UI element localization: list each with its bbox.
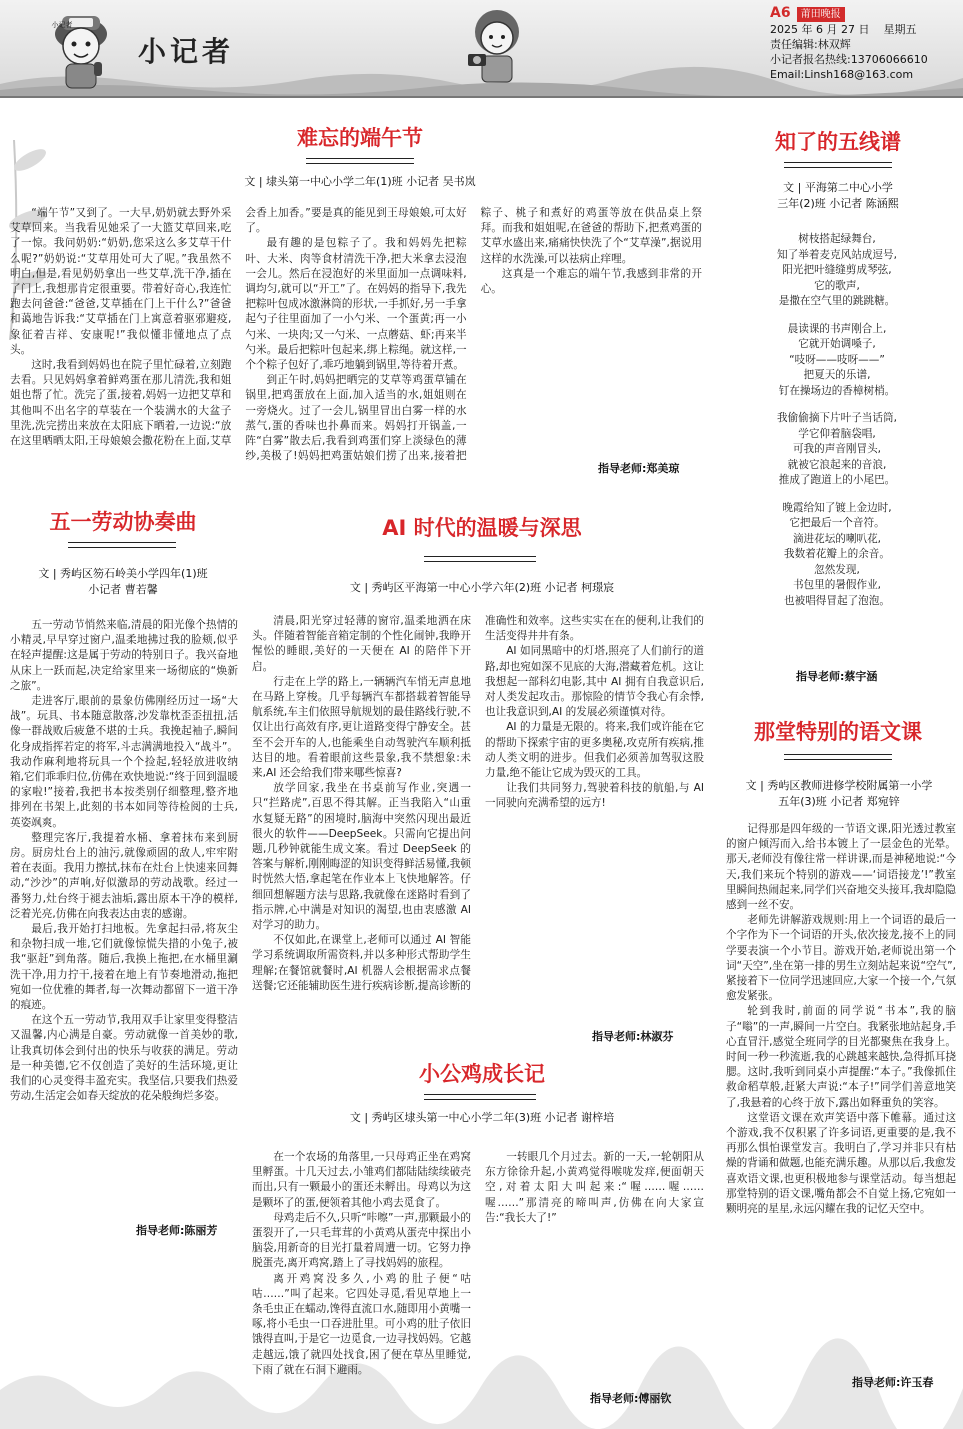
- paper-name: 莆田晚报: [797, 7, 845, 22]
- laborday-teacher: 指导老师:陈丽芳: [136, 1224, 218, 1237]
- ai-paragraph: 不仅如此,在课堂上,老师可以通过 AI 智能学习系统调取所需资料,并以多种形式帮助学生理解;在餐馆就餐时,AI 机器人会根据需求点餐送餐;它还能辅助医生进行疾病诊断,提高诊断的准确性和效率。这些实实在在的便利,让我们的生活变得井井有条。: [252, 615, 704, 992]
- chinese-teacher: 指导老师:许玉春: [852, 1376, 934, 1389]
- ai-byline: 文 | 秀屿区平海第一中心小学六年(2)班 小记者 柯璟宸: [349, 581, 615, 594]
- hotline: 小记者报名热线:13706066610: [770, 53, 928, 66]
- duanwu-paragraph: 到正午时,妈妈把晒完的艾草等鸡蛋草铺在锅里,把鸡蛋放在上面,加入适当的水,姐姐则在一旁烧火。过了一会儿,锅里冒出白雾一样的水蒸气,蛋的香味也扑鼻而来。妈妈打开锅盖,一阵“白雾”散去后,我看到鸡蛋们穿上淡绿色的薄纱,美极了!妈妈把鸡蛋姑娘们捞了出来,接着把粽子、桃子和煮好的鸡蛋等放在供品桌上祭拜。而我和姐姐呢,在爸爸的帮助下,把煮鸡蛋的艾草水盛出来,痛痛快快洗了个“艾草澡”,据说用这样的水洗澡,可以祛病止痒哩。: [245, 207, 702, 463]
- poem-stanza: [720, 232, 954, 310]
- rooster-body: [252, 1150, 704, 1382]
- poem-line: 晚霞给知了镀上金边时,: [782, 501, 892, 514]
- rooster-title-rule: [424, 1094, 536, 1100]
- ai-teacher: 指导老师:林淑芬: [592, 1030, 674, 1043]
- laborday-paragraph: 走进客厅,眼前的景象仿佛刚经历过一场“大战”。玩具、书本随意散落,沙发靠枕歪歪扭扭,活像一群战败后疲惫不堪的士兵。我挽起袖子,瞬间化身成指挥若定的将军,斗志满满地投入“战斗”。我动作麻利地将玩具一个个捡起,轻轻放进收纳箱,它们乖乖归位,仿佛在欢快地说:“终于回到温暖的家啦!”接着,我把书本按类别仔细整理,整齐地排列在书架上,此刻的书本如同等待检阅的士兵,英姿飒爽。: [10, 695, 238, 829]
- rooster-paragraph: 离开鸡窝没多久,小鸡的肚子便“咕咕……”叫了起来。它四处寻觅,看见草地上一条毛虫正在蠕动,馋得直流口水,随即用小黄嘴一啄,将小毛虫一口吞进肚里。可小鸡的肚子依旧饿得直叫,于是它一边觅食,一边寻找妈妈。它越走越远,饿了就四处找食,困了便在草丛里睡觉,下雨了就在石洞下避雨。: [252, 1272, 471, 1376]
- ai-paragraph: AI 的力量是无限的。将来,我们或许能在它的帮助下探索宇宙的更多奥秘,攻克所有疾病,推动人类文明的进步。但我们必须善加驾驭这股力量,绝不能让它成为毁灭的工具。: [485, 721, 704, 780]
- poem-line: 推成了跑道上的小尾巴。: [778, 474, 896, 486]
- rooster-paragraph: 在一个农场的角落里,一只母鸡正坐在鸡窝里孵蛋。十几天过去,小雏鸡们都陆陆续续破壳而出,只有一颗最小的蛋还未孵出。母鸡以为这是颗坏了的蛋,便领着其他小鸡去觅食了。: [252, 1151, 471, 1209]
- staff-byline: [718, 180, 958, 212]
- chinese-title-rule: [784, 754, 892, 760]
- laborday-byline-line1: 文 | 秀屿区笏石岭美小学四年(1)班: [38, 567, 208, 580]
- badge-logo: [46, 18, 78, 30]
- svg-text:小记者: 小记者: [51, 21, 73, 29]
- poem-line: 可我的声音刚冒头,: [792, 443, 882, 455]
- poem-line: 阳光把叶缝缝剪成琴弦,: [782, 264, 892, 276]
- column-title: 小记者: [138, 35, 235, 68]
- duanwu-paragraph: “端午节”又到了。一大早,奶奶就去野外采艾草回来。当我看见她采了一大篮艾草回来,吃了一惊。我问奶奶:“奶奶,您采这么多艾草干什么呢?”奶奶说:“艾草用处可大了呢。”我虽然不明白,但是,看见奶奶拿出一些艾草,洗干净,插在了门上,我想那肯定很重要。带着好奇心,我连忙跑去问爸爸:“爸爸,艾草插在门上干什么?”爸爸和蔼地告诉我:“艾草插在门上寓意着驱邪避疫,象征着吉祥、安康呢!”我似懂非懂地点了点头。: [10, 207, 232, 356]
- chinese-byline: [718, 778, 960, 810]
- laborday-paragraph: 五一劳动节悄然来临,清晨的阳光像个热情的小精灵,早早穿过窗户,温柔地拂过我的脸颊,似乎在轻声提醒:这是属于劳动的特别日子。我兴奋地从床上一跃而起,决定给家里来一场彻底的“焕新之旅”。: [10, 619, 238, 692]
- poem-line: 它的歌声,: [814, 279, 860, 292]
- poem-line: 我数着花瓣上的余音。: [784, 548, 890, 560]
- rooster-title: 小公鸡成长记: [419, 1062, 545, 1086]
- duanwu-paragraph: 这真是一个难忘的端午节,我感到非常的开心。: [480, 267, 702, 296]
- ai-paragraph: AI 如同黑暗中的灯塔,照亮了人们前行的道路,却也宛如深不见底的大海,潜藏着危机。这让我想起一部科幻电影,其中 AI 拥有自我意识后,对人类发起攻击。那惊险的情节令我心有余悸,也让我意识到,AI 的发展必须谨慎对待。: [485, 645, 704, 719]
- poem-line: “吱呀——吱呀——”: [789, 353, 885, 366]
- duanwu-body: [10, 206, 702, 474]
- staff-byline-line1: 文 | 平海第二中心小学: [783, 181, 893, 194]
- poem-stanza: [720, 501, 954, 610]
- page-number: A6: [770, 5, 791, 21]
- duanwu-paragraph: 最有趣的是包粽子了。我和妈妈先把粽叶、大米、肉等食材清洗干净,把大米拿去浸泡一会儿。然后在浸泡好的米里面加一点调味料,调均匀,就可以“开工”了。在妈妈的指导下,我先把粽叶包成冰激淋筒的形状,一手抓好,另一手拿起勺子往里面加了一小勺米、一个蛋黄;再一小勺米、一块肉;又一勺米、一点蘑菇、虾;再来半勺米。最后把粽叶包起来,绑上粽绳。就这样,一个个粽子包好了,乖巧地躺到锅里,等待着开煮。: [245, 237, 467, 372]
- chinese-byline-line2: 五年(3)班 小记者 郑宛锌: [778, 795, 900, 808]
- ai-title-rule: [424, 556, 536, 562]
- poem-line: 也被唱得冒起了泡泡。: [784, 594, 890, 607]
- ai-body: [252, 614, 704, 1004]
- poem-line: 树枝搭起绿舞台,: [798, 233, 876, 245]
- laborday-paragraph: 最后,我开始打扫地板。先拿起扫帚,将灰尘和杂物扫成一堆,它们就像惊慌失措的小兔子,被我“驱赶”到角落。随后,我换上拖把,在水桶里涮洗干净,用力拧干,接着在地上有节奏地滑动,拖把宛如一位优雅的舞者,每一次舞动都留下一道干净的痕迹。: [10, 923, 238, 1012]
- chinese-byline-line1: 文 | 秀屿区教师进修学校附属第一小学: [745, 779, 933, 792]
- staff-byline-line2: 三年(2)班 小记者 陈涵熙: [777, 197, 899, 210]
- poem-line: 知了举着麦克风站成逗号,: [777, 248, 897, 261]
- poem-stanza: [720, 411, 954, 489]
- ai-title: AI 时代的温暖与深思: [382, 516, 582, 540]
- duanwu-title-rule: [306, 158, 414, 164]
- staff-poem: [720, 232, 954, 621]
- issue-date: 2025 年 6 月 27 日: [770, 23, 870, 36]
- duanwu-title: 难忘的端午节: [297, 126, 423, 150]
- chinese-paragraph: 轮到我时,前面的同学说“书本”,我的脑子“嗡”的一声,瞬间一片空白。我紧张地站起身,手心直冒汗,感觉全班同学的目光都聚焦在我身上。时间一秒一秒流逝,我的心跳越来越快,急得抓耳挠腮。这时,我听到同桌小声提醒:“本子。”我像抓住救命稻草般,赶紧大声说:“本子!”同学们善意地笑了,我悬着的心终于放下,露出如释重负的笑容。: [726, 1005, 956, 1109]
- rooster-byline: 文 | 秀屿区埭头第一中心小学二年(3)班 小记者 谢梓培: [349, 1111, 615, 1124]
- poem-line: 把夏天的乐谱,: [803, 369, 871, 381]
- poem-line: 就被它浪起来的音浪,: [787, 458, 887, 471]
- poem-line: 学它仰着脑袋唱,: [798, 427, 876, 440]
- chinese-title: 那堂特别的语文课: [754, 720, 922, 744]
- laborday-title-rule: [68, 542, 176, 548]
- chinese-paragraph: 这堂语文课在欢声笑语中落下帷幕。通过这个游戏,我不仅积累了许多词语,更重要的是,我不再那么惧怕课堂发言。我明白了,学习并非只有枯燥的背诵和做题,也能充满乐趣。从那以后,我愈发喜欢语文课,也更积极地参与课堂活动。每当想起那堂特别的语文课,嘴角都会不自觉上扬,它宛如一颗明亮的星星,永远闪耀在我的记忆天空中。: [726, 1111, 956, 1216]
- masthead: [0, 0, 963, 98]
- ai-paragraph: 让我们共同努力,驾驶着科技的航船,与 AI 一同驶向充满希望的远方!: [485, 782, 704, 810]
- rooster-paragraph: 母鸡走后不久,只听“咔嚓”一声,那颗最小的蛋裂开了,一只毛茸茸的小黄鸡从蛋壳中探出小脑袋,用新奇的目光打量着周遭一切。它努力挣脱蛋壳,离开鸡窝,踏上了寻找妈妈的旅程。: [252, 1211, 471, 1270]
- laborday-paragraph: 在这个五一劳动节,我用双手让家里变得整洁又温馨,内心满是自豪。劳动就像一首美妙的歌,让我真切体会到付出的快乐与收获的满足。劳动是一种美德,它不仅创造了美好的生活环境,更让我们的心灵变得丰盈充实。我坚信,只要我们热爱劳动,生活定会如春天绽放的花朵般绚烂多姿。: [10, 1014, 238, 1103]
- poem-line: 晨读课的书声刚合上,: [787, 322, 887, 335]
- poem-line: 它就开始调嗓子,: [798, 338, 876, 350]
- editor: 责任编辑:林双辉: [770, 38, 851, 51]
- staff-teacher: 指导老师:蔡宇涵: [796, 670, 878, 683]
- staff-title: 知了的五线谱: [775, 130, 901, 154]
- rooster-paragraph: 一转眼几个月过去。新的一天,一轮朝阳从东方徐徐升起,小黄鸡觉得喉咙发痒,便面朝天空,对着太阳大叫起来:“喔……喔……喔……”那清亮的啼叫声,仿佛在向大家宣告:“我长大了!”: [485, 1151, 704, 1224]
- duanwu-paragraph: 这时,我看到妈妈也在院子里忙碌着,立刻跑去看。只见妈妈拿着鲜鸡蛋在那儿清洗,我和姐姐也帮了忙。洗完了蛋,接着,妈妈一边把艾草和其他叫不出名字的草装在一个装满水的大盆子里洗,洗完捞出来放在太阳底下晒着,一边说:“放在这里晒晒太阳,王母娘娘会撒花粉在上面,艾草会香上加香。”要是真的能见到王母娘娘,可太好了。: [10, 207, 467, 448]
- email: Email:Linsh168@163.com: [770, 68, 914, 81]
- poem-line: 我偷偷摘下片叶子当话筒,: [777, 412, 897, 424]
- masthead-info: [770, 6, 960, 82]
- laborday-byline: [10, 566, 236, 598]
- duanwu-teacher: 指导老师:郑美琼: [598, 462, 680, 475]
- chinese-paragraph: 老师先讲解游戏规则:用上一个词语的最后一个字作为下一个词语的开头,依次接龙,接不上的同学要表演一个小节目。游戏开始,老师说出第一个词“天空”,坐在第一排的男生立刻站起来说“空气”,紧接着下一位同学迅速回应,大家一个接一个,气氛愈发紧张。: [726, 914, 956, 1003]
- laborday-title: 五一劳动协奏曲: [49, 510, 197, 534]
- poem-stanza: [720, 322, 954, 400]
- chinese-paragraph: 记得那是四年级的一节语文课,阳光透过教室的窗户倾泻而入,给书本镀上了一层金色的光晕。那天,老师没有像往常一样讲课,而是神秘地说:“今天,我们来玩个特别的游戏——‘词语接龙’!”教室里瞬间热闹起来,同学们兴奋地交头接耳,我却隐隐感到一丝不安。: [726, 823, 956, 912]
- poem-line: 它把最后一个音符。: [789, 517, 885, 529]
- poem-line: 书包里的暑假作业,: [792, 579, 882, 591]
- ai-paragraph: 放学回家,我坐在书桌前写作业,突遇一只“拦路虎”,百思不得其解。正当我陷入“山重水复疑无路”的困境时,脑海中突然闪现出最近很火的软件——DeepSeek。只需向它提出问题,几秒钟就能生成文案。看过 DeepSeek 的答案与解析,刚刚晦涩的知识变得鲜活易懂,我顿时恍然大悟,拿起笔在作业本上飞快地解答。仔细回想解题方法与思路,我就像在迷路时看到了指示牌,心中满是对知识的渴望,也由衷感激 AI 对学习的助力。: [252, 782, 471, 932]
- laborday-byline-line2: 小记者 曹若馨: [88, 583, 158, 596]
- ai-paragraph: 行走在上学的路上,一辆辆汽车悄无声息地在马路上穿梭。几乎每辆汽车都搭载着智能导航系统,车主们依照导航规划的最佳路线行驶,不仅让出行高效有序,更让道路变得宁静安全。甚至不会开车的人,也能乘坐自动驾驶汽车顺利抵达目的地。看着眼前这些景象,我不禁想象:未来,AI 还会给我们带来哪些惊喜?: [252, 675, 471, 780]
- laborday-body: [10, 618, 238, 1238]
- issue-weekday: 星期五: [883, 23, 917, 36]
- poem-line: 滴进花坛的喇叭花,: [792, 532, 882, 545]
- poem-line: 是撒在空气里的跳跳糖。: [778, 295, 896, 307]
- laborday-paragraph: 整理完客厅,我提着水桶、拿着抹布来到厨房。厨房灶台上的油污,就像顽固的敌人,牢牢附着在表面。我用力擦拭,抹布在灶台上快速来回舞动,“沙沙”的声响,好似激昂的劳动战歌。经过一番努力,灶台终于褪去油垢,露出原本干净的模样,泛着光亮,仿佛在向我表达由衷的感谢。: [10, 831, 238, 920]
- staff-title-rule: [784, 162, 892, 168]
- rooster-teacher: 指导老师:傅丽钦: [590, 1392, 672, 1405]
- poem-line: 忽然发现,: [814, 563, 860, 576]
- girl-reporter-icon: [452, 2, 542, 94]
- poem-line: 钉在操场边的香樟树梢。: [778, 384, 896, 397]
- duanwu-byline: 文 | 埭头第一中心小学二年(1)班 小记者 吴书岚: [244, 175, 476, 188]
- chinese-body: [726, 822, 956, 1370]
- ai-paragraph: 清晨,阳光穿过轻薄的窗帘,温柔地洒在床头。伴随着智能音箱定制的个性化闹钟,我睁开惺忪的睡眼,美好的一天便在 AI 的陪伴下开启。: [252, 615, 471, 673]
